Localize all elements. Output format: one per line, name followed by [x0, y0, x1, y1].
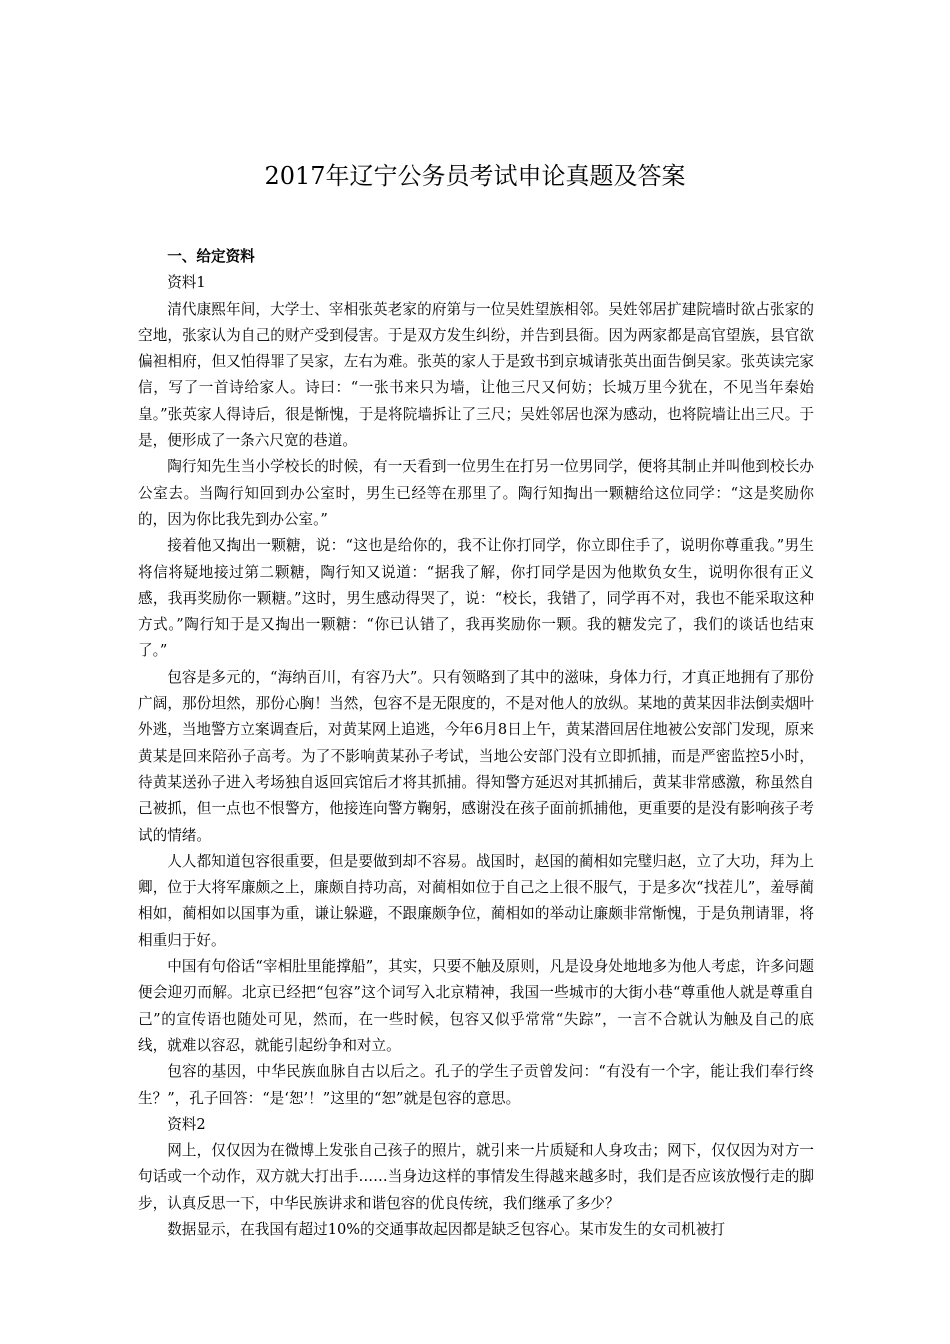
material-1-label: 资料1	[167, 274, 206, 292]
material-1-paragraph-5: 人人都知道包容很重要，但是要做到却不容易。战国时，赵国的蔺相如完璧归赵，立了大功，拜为上卿，位于大将军廉颇之上，廉颇自持功高，对蔺相如位于自己之上很不服气，于是多次“找茬儿”，羞辱蔺相如，蔺相如以国事为重，谦让躲避，不跟廉颇争位，蔺相如的举动让廉颇非常惭愧，于是负荆请罪，将相重归于好。	[138, 852, 814, 949]
material-2-paragraph-2: 数据显示，在我国有超过10%的交通事故起因都是缺乏包容心。某市发生的女司机被打	[167, 1220, 726, 1238]
material-1-paragraph-3: 接着他又掏出一颗糖，说：“这也是给你的，我不让你打同学，你立即住手了，说明你尊重我。”男生将信将疑地接过第二颗糖，陶行知又说道：“据我了解，你打同学是因为他欺负女生，说明你很有正义感，我再奖励你一颗糖。”这时，男生感动得哭了，说：“校长，我错了，同学再不对，我也不能采取这种方式。”陶行知于是又掏出一颗糖：“你已认错了，我再奖励你一颗。我的糖发完了，我们的谈话也结束了。”	[138, 537, 814, 660]
material-1-paragraph-1: 清代康熙年间，大学士、宰相张英老家的府第与一位吴姓望族相邻。吴姓邻居扩建院墙时欲占张家的空地，张家认为自己的财产受到侵害。于是双方发生纠纷，并告到县衙。因为两家都是高官望族，县官欲偏袒相府，但又怕得罪了吴家，左右为难。张英的家人于是致书到京城请张英出面告倒吴家。张英读完家信，写了一首诗给家人。诗曰：“一张书来只为墙，让他三尺又何妨；长城万里今犹在，不见当年秦始皇。”张英家人得诗后，很是惭愧，于是将院墙拆让了三尺；吴姓邻居也深为感动，也将院墙让出三尺。于是，便形成了一条六尺宽的巷道。	[138, 300, 814, 450]
material-2-label: 资料2	[167, 1115, 206, 1133]
document-body	[138, 244, 814, 1243]
material-1-paragraph-6: 中国有句俗话“宰相肚里能撑船”，其实，只要不触及原则，凡是设身处地地多为他人考虑，许多问题便会迎刃而解。北京已经把“包容”这个词写入北京精神，我国一些城市的大街小巷“尊重他人就是尊重自己”的宣传语也随处可见，然而，在一些时候，包容又似乎常常“失踪”，一言不合就认为触及自己的底线，就难以容忍，就能引起纷争和对立。	[138, 958, 814, 1054]
material-2-paragraph-1: 网上，仅仅因为在微博上发张自己孩子的照片，就引来一片质疑和人身攻击；网下，仅仅因为对方一句话或一个动作，双方就大打出手……当身边这样的事情发生得越来越多时，我们是否应该放慢行走的脚步，认真反思一下，中华民族讲求和谐包容的优良传统，我们继承了多少？	[138, 1142, 814, 1212]
document-title: 2017年辽宁公务员考试申论真题及答案	[264, 162, 686, 190]
material-1-paragraph-4: 包容是多元的，“海纳百川，有容乃大”。只有领略到了其中的滋味，身体力行，才真正地拥有了那份广阔，那份坦然，那份心胸！当然，包容不是无限度的，不是对他人的放纵。某地的黄某因非法倒卖烟叶外逃，当地警方立案调查后，对黄某网上追逃，今年6月8日上午，黄某潜回居住地被公安部门发现，原来黄某是回来陪孙子高考。为了不影响黄某孙子考试，当地公安部门没有立即抓捕，而是严密监控5小时，待黄某送孙子进入考场独自返回宾馆后才将其抓捕。得知警方延迟对其抓捕后，黄某非常感激，称虽然自己被抓，但一点也不恨警方，他接连向警方鞠躬，感谢没在孩子面前抓捕他，更重要的是没有影响孩子考试的情绪。	[138, 668, 814, 844]
section-heading: 一、给定资料	[167, 248, 255, 265]
material-1-paragraph-7: 包容的基因，中华民族血脉自古以后之。孔子的学生子贡曾发问：“有没有一个字，能让我们奉行终生？”，孔子回答：“是‘恕’！”这里的“恕”就是包容的意思。	[138, 1063, 814, 1107]
material-1-paragraph-2: 陶行知先生当小学校长的时候，有一天看到一位男生在打另一位男同学，便将其制止并叫他到校长办公室去。当陶行知回到办公室时，男生已经等在那里了。陶行知掏出一颗糖给这位同学：“这是奖励你的，因为你比我先到办公室。”	[138, 458, 814, 528]
